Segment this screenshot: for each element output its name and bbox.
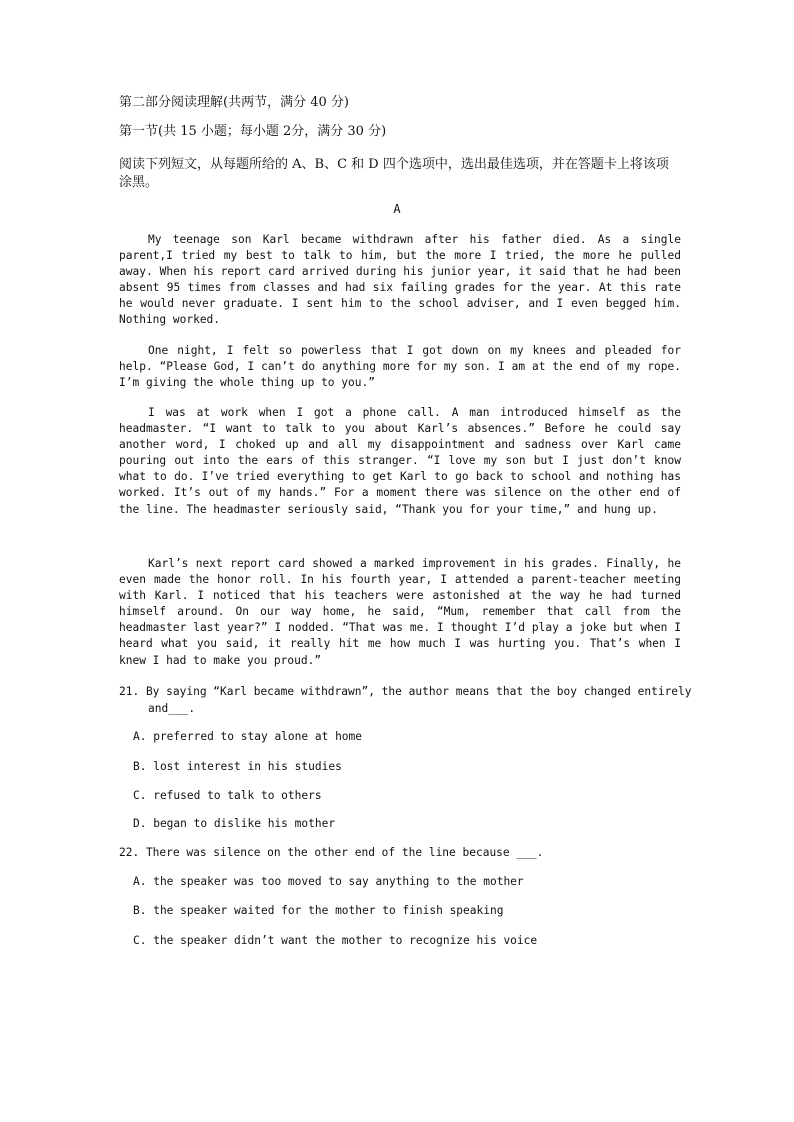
answer-option[interactable]: B. lost interest in his studies (133, 760, 342, 773)
answer-option[interactable]: C. refused to talk to others (133, 789, 322, 802)
instructions: 阅读下列短文，从每题所给的 A、B、C 和 D 四个选项中，选出最佳选项，并在答题卡上将该项涂黑。 (119, 157, 669, 190)
answer-option[interactable]: B. the speaker waited for the mother to finish speaking (133, 904, 504, 917)
answer-option[interactable]: D. began to dislike his mother (133, 817, 336, 830)
question-stem: 22. There was silence on the other end of the line because ___. (119, 846, 544, 859)
part-heading: 第二部分阅读理解(共两节，满分 40 分) (119, 95, 349, 110)
passage-title: A (393, 202, 401, 216)
question-stem: 21. By saying “Karl became withdrawn”, the author means that the boy changed entirely and___. (119, 685, 692, 715)
passage-paragraph: Karl’s next report card showed a marked improvement in his grades. Finally, he even made the honor roll. In his fourth year, I attended a parent-teacher meeting with Karl. I noticed that his teachers were astonished at the way he had turned himself around. On our way home, he said, “Mum, remember that call from the headmaster last year?” I nodded. “That was me. I thought I’d play a joke but when I heard what you said, it really hit me how much I was hurting you. That’s when I knew I had to make you proud.” (119, 557, 681, 667)
passage-paragraph: One night, I felt so powerless that I got down on my knees and pleaded for help. “Please God, I can’t do anything more for my son. I am at the end of my rope. I’m giving the whole thing up to you.” (119, 344, 681, 390)
passage-paragraph: My teenage son Karl became withdrawn after his father died. As a single parent,I tried my best to talk to him, but the more I tried, the more he pulled away. When his report card arrived during his junior year, it said that he had been absent 95 times from classes and had six failing grades for the year. At this rate he would never graduate. I sent him to the school adviser, and I even begged him. Nothing worked. (119, 233, 681, 327)
passage-paragraph: I was at work when I got a phone call. A man introduced himself as the headmaster. “I want to talk to you about Karl’s absences.” Before he could say another word, I choked up and all my disappointment and sadness over Karl came pouring out into the ears of this stranger. “I love my son but I just don’t know what to do. I’ve tried everything to get Karl to go back to school and nothing has worked. It’s out of my hands.” For a moment there was silence on the other end of the line. The headmaster seriously said, “Thank you for your time,” and hung up. (119, 406, 681, 516)
answer-option[interactable]: C. the speaker didn’t want the mother to recognize his voice (133, 934, 538, 947)
answer-option[interactable]: A. the speaker was too moved to say anything to the mother (133, 875, 524, 888)
section-heading: 第一节(共 15 小题；每小题 2分，满分 30 分) (119, 124, 387, 139)
answer-option[interactable]: A. preferred to stay alone at home (133, 730, 363, 743)
